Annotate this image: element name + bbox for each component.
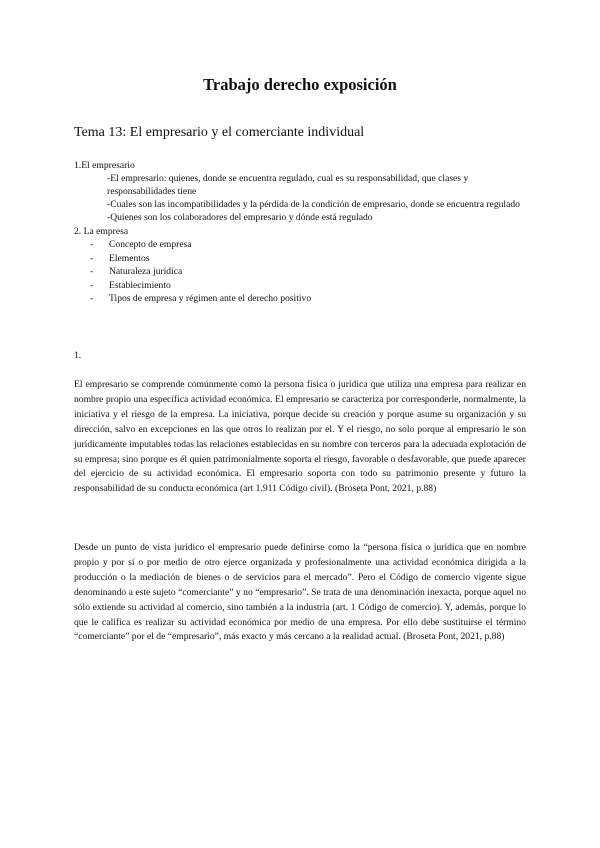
section-number: 1. <box>74 350 82 361</box>
outline-section2-list <box>74 238 534 306</box>
outline <box>74 159 534 306</box>
list-item: - Elementos <box>90 252 150 264</box>
document-title: Trabajo derecho exposición <box>203 75 397 94</box>
outline-section2-heading: 2. La empresa <box>74 226 129 237</box>
list-item: - Concepto de empresa <box>90 239 192 250</box>
list-item: - Naturaleza jurídica <box>90 266 183 277</box>
outline-section1-heading: 1.El empresario <box>74 160 135 171</box>
outline-section1-item: -Quienes son los colaboradores del empresario y dónde está regulado <box>107 212 373 223</box>
outline-section1-item: -El empresario: quienes, donde se encuentra regulado, cual es su responsabilidad, que clases y responsabilidades tiene <box>107 173 469 197</box>
body-paragraph: El empresario se comprende comúnmente como la persona física o jurídica que utiliza una empresa para realizar en nombre propio una específica actividad económica. El empresario se caracteriza por corresponderle, normalmente, la iniciativa y el riesgo de la empresa. La iniciativa, porque decide su creación y porque asume su organización y su dirección, salvo en excepciones en las que otros lo realizan por el. Y el riesgo, no solo porque al empresario le son jurídicamente imputables todas las relaciones establecidas en su nombre con terceros para la adecuada explotación de su empresa; sino porque es él quien patrimonialmente soporta el riesgo, favorable o desfavorable, que puede aparecer del ejercicio de su actividad económica. El empresario soporta con todo su patrimonio presente y futuro la responsabilidad de su conducta económica (art 1.911 Código civil). (Broseta Pont, 2021, p.88) <box>74 379 526 495</box>
list-item: - Establecimiento <box>90 279 171 291</box>
list-item: - Tipos de empresa y régimen ante el derecho positivo <box>90 293 312 304</box>
body-paragraph: Desde un punto de vista jurídico el empresario puede definirse como la “persona física o jurídica que en nombre propio y por sí o por medio de otro ejerce organizada y profesionalmente una actividad económica dirigida a la producción o la mediación de bienes o de servicios para el mercado”. Pero el Código de comercio vigente sigue denominando a este sujeto “comerciante” y no “empresario”. Se trata de una denominación inexacta, porque aquel no sólo extiende su actividad al comercio, sino también a la industria (art. 1 Código de comercio). Y, además, porque lo que le califica es realizar su actividad económica por medio de una empresa. Por ello debe sustituirse el término “comerciante” por el de “empresario”, más exacto y más cercano a la realidad actual. (Broseta Pont, 2021, p.88) <box>74 542 526 643</box>
outline-section1-item: -Cuales son las incompatibilidades y la pérdida de la condición de empresario, donde se encuentra regulado <box>107 199 520 210</box>
topic-heading: Tema 13: El empresario y el comerciante individual <box>74 125 365 140</box>
